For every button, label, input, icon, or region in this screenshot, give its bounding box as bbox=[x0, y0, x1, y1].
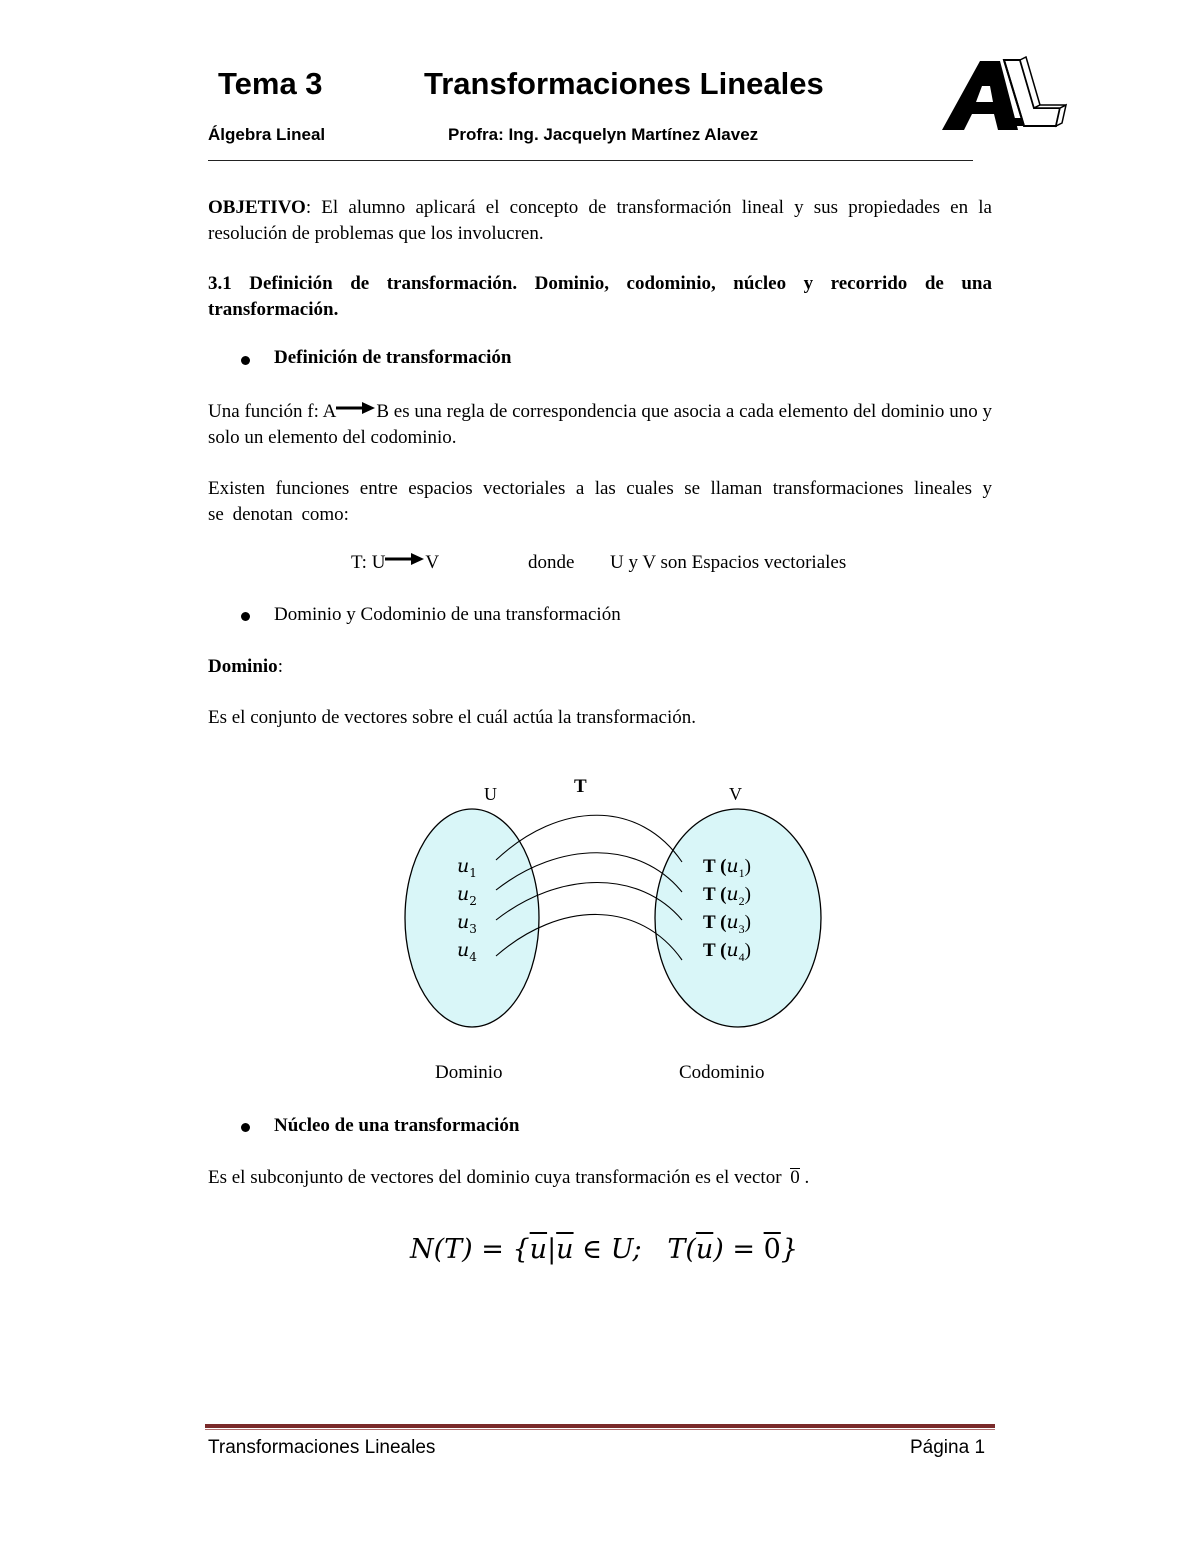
domain-heading bbox=[208, 656, 283, 678]
bullet-domain-codomain: Dominio y Codominio de una transformación bbox=[274, 604, 621, 625]
domain-label: Dominio bbox=[208, 656, 278, 677]
notation-line bbox=[351, 552, 439, 574]
map-t-label: T bbox=[574, 776, 587, 797]
teacher-name: Profra: Ing. Jacquelyn Martínez Alavez bbox=[448, 125, 759, 144]
function-paragraph bbox=[208, 399, 992, 451]
notation-left: T: U bbox=[351, 552, 386, 573]
domain-vector: $u_3$ bbox=[457, 911, 477, 936]
footer-rule-thin bbox=[205, 1429, 995, 1430]
codomain-image: T $(u_3)$ bbox=[703, 911, 751, 936]
set-v-label: V bbox=[729, 784, 742, 804]
domain-colon: : bbox=[277, 656, 283, 677]
bullet-definition: Definición de transformación bbox=[274, 347, 512, 368]
codomain-image: T $(u_1)$ bbox=[703, 855, 751, 880]
codomain-caption: Codominio bbox=[679, 1062, 765, 1083]
domain-definition: Es el conjunto de vectores sobre el cuál actúa la transformación. bbox=[208, 707, 696, 728]
bullet-dot bbox=[241, 612, 250, 621]
codomain-image: T $(u_2)$ bbox=[703, 883, 751, 908]
function-text-start: Una función f: A bbox=[208, 401, 337, 422]
section-heading: 3.1 Definición de transformación. Dominio, codominio, núcleo y recorrido de una transformación. bbox=[208, 273, 992, 320]
arrow-icon bbox=[385, 552, 425, 566]
footer-title: Transformaciones Lineales bbox=[208, 1437, 436, 1458]
domain-vector: $u_2$ bbox=[457, 883, 477, 908]
domain-vector: $u_4$ bbox=[457, 939, 477, 964]
page-title: Transformaciones Lineales bbox=[424, 66, 824, 101]
arrow-icon bbox=[336, 401, 376, 415]
objective-paragraph bbox=[208, 195, 992, 247]
zero-vector: 0 bbox=[790, 1167, 800, 1188]
al-logo bbox=[938, 56, 1070, 136]
notation-right: V bbox=[425, 552, 440, 573]
notation-where: donde bbox=[528, 552, 575, 573]
bullet-kernel: Núcleo de una transformación bbox=[274, 1115, 520, 1136]
bullet-dot bbox=[241, 1123, 250, 1132]
notation-description: U y V son Espacios vectoriales bbox=[610, 552, 847, 573]
footer-rule bbox=[205, 1424, 995, 1428]
header-rule bbox=[208, 160, 973, 161]
linear-maps-paragraph: Existen funciones entre espacios vectoriales a las cuales se llaman transformaciones lineales y se denotan como: bbox=[208, 478, 992, 525]
page-number: Página 1 bbox=[910, 1437, 986, 1458]
topic-number: Tema 3 bbox=[218, 66, 323, 101]
function-text-end: B es una regla de correspondencia que asocia a cada elemento del dominio uno y solo un elemento del codominio. bbox=[208, 401, 992, 448]
codomain-image: T $(u_4)$ bbox=[703, 939, 751, 964]
objective-label: OBJETIVO bbox=[208, 197, 306, 218]
kernel-definition bbox=[208, 1167, 809, 1189]
kernel-formula: $N(T) = \{\overline{u}|\overline{u}$ ∈ U; $T(\overline{u}) = 0$} bbox=[410, 1234, 798, 1265]
subject-name: Álgebra Lineal bbox=[208, 125, 326, 144]
objective-text: : El alumno aplicará el concepto de transformación lineal y sus propiedades en la resolución de problemas que los involucren. bbox=[208, 197, 992, 244]
kernel-definition-end: . bbox=[799, 1167, 810, 1188]
domain-caption: Dominio bbox=[435, 1062, 503, 1083]
kernel-definition-text: Es el subconjunto de vectores del dominio cuya transformación es el vector bbox=[208, 1167, 782, 1188]
domain-vector: $u_1$ bbox=[457, 855, 477, 880]
bullet-dot bbox=[241, 356, 250, 365]
set-u-label: U bbox=[484, 784, 497, 804]
